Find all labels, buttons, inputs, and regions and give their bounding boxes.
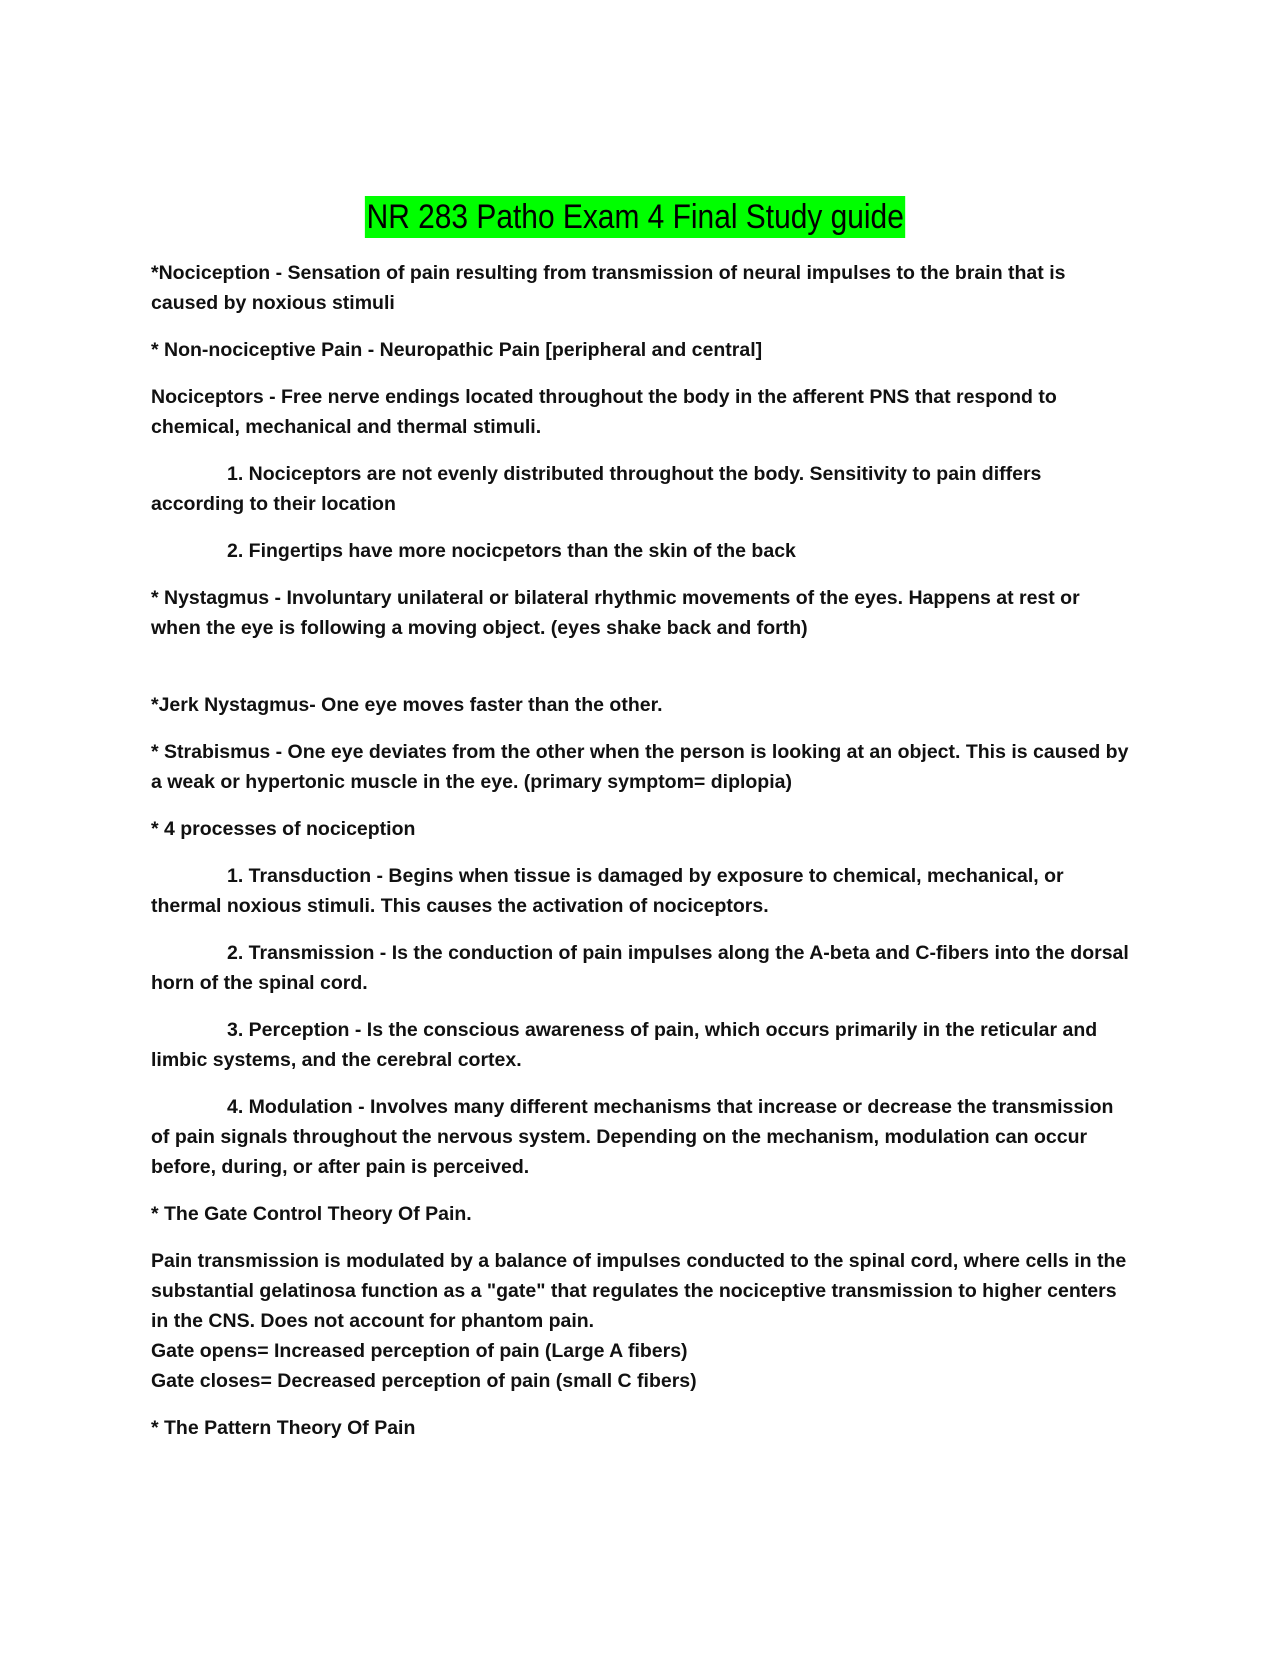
- document-body: [151, 258, 1131, 1460]
- paragraph-nociception: *Nociception - Sensation of pain resulting from transmission of neural impulses to the brain that is caused by noxious stimuli: [151, 262, 1066, 314]
- list-item-transduction: 1. Transduction - Begins when tissue is damaged by exposure to chemical, mechanical, or thermal noxious stimuli. This causes the activation of nociceptors.: [151, 865, 1064, 917]
- list-item-modulation: 4. Modulation - Involves many different mechanisms that increase or decrease the transmission of pain signals throughout the nervous system. Depending on the mechanism, modulation can occur before, during, or after pain is perceived.: [151, 1096, 1114, 1178]
- list-item-perception: 3. Perception - Is the conscious awareness of pain, which occurs primarily in the reticular and limbic systems, and the cerebral cortex.: [151, 1019, 1098, 1071]
- paragraph-nociceptors: Nociceptors - Free nerve endings located throughout the body in the afferent PNS that respond to chemical, mechanical and thermal stimuli.: [151, 386, 1057, 438]
- document-title: NR 283 Patho Exam 4 Final Study guide: [366, 198, 904, 236]
- title-wrapper: [0, 196, 1280, 238]
- paragraph-gate-body: Pain transmission is modulated by a balance of impulses conducted to the spinal cord, where cells in the substantial gelatinosa function as a "gate" that regulates the nociceptive transmission to higher centers in the CNS. Does not account for phantom pain.: [151, 1250, 1127, 1332]
- heading-processes: * 4 processes of nociception: [151, 818, 416, 840]
- list-item-nociceptors-2: 2. Fingertips have more nocicpetors than the skin of the back: [227, 540, 796, 562]
- list-item-nociceptors-1: 1. Nociceptors are not evenly distributed throughout the body. Sensitivity to pain differs according to their location: [151, 463, 1042, 515]
- list-item-transmission: 2. Transmission - Is the conduction of pain impulses along the A-beta and C-fibers into the dorsal horn of the spinal cord.: [151, 942, 1129, 994]
- paragraph-non-nociceptive: * Non-nociceptive Pain - Neuropathic Pain [peripheral and central]: [151, 339, 763, 361]
- paragraph-gate-closes: Gate closes= Decreased perception of pain (small C fibers): [151, 1370, 697, 1392]
- heading-gate-control: * The Gate Control Theory Of Pain.: [151, 1203, 472, 1225]
- paragraph-gate-opens: Gate opens= Increased perception of pain (Large A fibers): [151, 1340, 688, 1362]
- heading-pattern-theory: * The Pattern Theory Of Pain: [151, 1417, 416, 1439]
- paragraph-nystagmus: * Nystagmus - Involuntary unilateral or bilateral rhythmic movements of the eyes. Happens at rest or when the eye is following a moving object. (eyes shake back and forth): [151, 587, 1080, 639]
- paragraph-strabismus: * Strabismus - One eye deviates from the other when the person is looking at an object. This is caused by a weak or hypertonic muscle in the eye. (primary symptom= diplopia): [151, 741, 1129, 793]
- paragraph-jerk-nystagmus: *Jerk Nystagmus- One eye moves faster than the other.: [151, 694, 663, 716]
